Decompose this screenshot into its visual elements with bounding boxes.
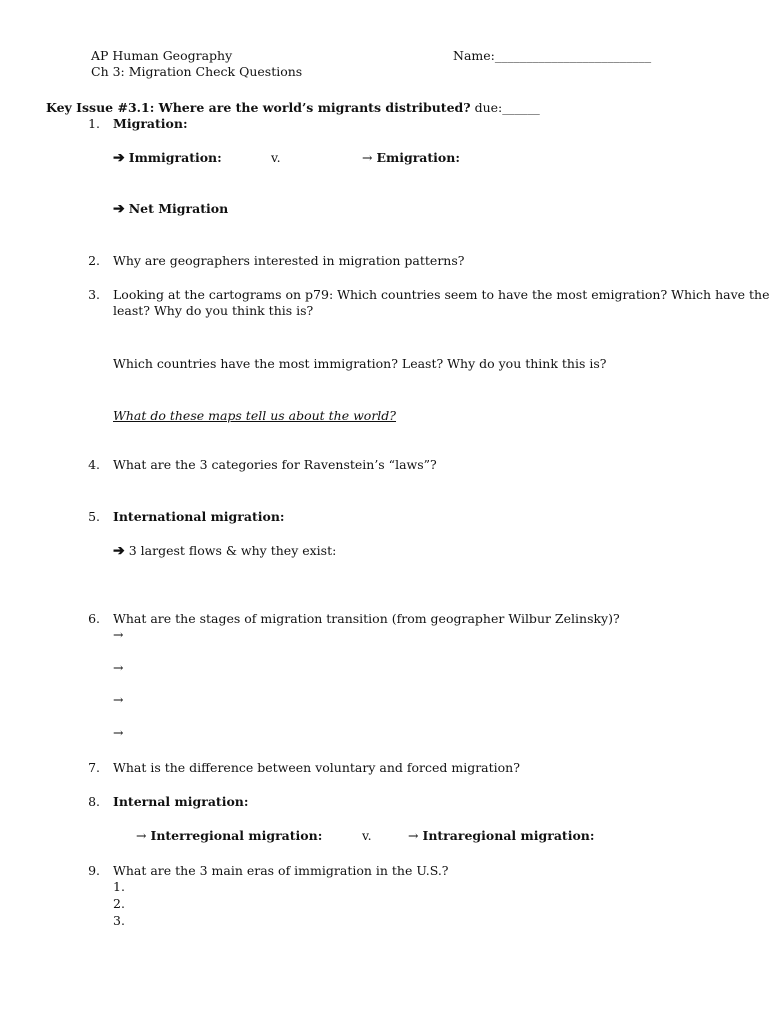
arrow-icon: → [136,828,147,843]
bold-arrow-icon: ➔ [113,150,125,166]
arrow-icon: → [113,692,124,707]
q3-sub2: What do these maps tell us about the world? [113,408,397,423]
course-title: AP Human Geography [91,48,233,63]
q9-item-1: 1. [113,879,125,894]
q4-text: What are the 3 categories for Ravenstein’s “laws”? [113,457,437,472]
emigration-label: Emigration: [376,150,460,165]
q1-number: 1. [88,116,100,131]
q6-number: 6. [88,611,100,626]
q8-number: 8. [88,794,100,809]
q5-label: International migration: [113,509,285,524]
vs-label: v. [362,828,372,843]
q5-sub-item [113,543,336,559]
arrow-icon: → [113,627,124,642]
q3-sub1: Which countries have the most immigration? Least? Why do you think this is? [113,356,607,371]
net-migration-item [113,201,228,217]
q3-line2: least? Why do you think this is? [113,303,314,318]
q7-text: What is the difference between voluntary and forced migration? [113,760,520,775]
q9-item-2: 2. [113,896,125,911]
arrow-icon: → [113,660,124,675]
interregional-label: Interregional migration: [150,828,323,843]
q5-number: 5. [88,509,100,524]
chapter-title: Ch 3: Migration Check Questions [91,64,303,79]
q4-number: 4. [88,457,100,472]
q7-number: 7. [88,760,100,775]
immigration-item [113,150,222,166]
arrow-icon: → [362,150,373,165]
q5-sub-text: 3 largest flows & why they exist: [128,543,337,558]
q9-number: 9. [88,863,100,878]
q8-label: Internal migration: [113,794,249,809]
due-field: due:______ [470,100,540,115]
interregional-item [136,828,322,844]
key-issue-title: Key Issue #3.1: Where are the world’s migrants distributed? [46,100,471,115]
immigration-label: Immigration: [128,150,222,165]
q9-item-3: 3. [113,913,125,928]
q2-number: 2. [88,253,100,268]
q3-number: 3. [88,287,100,302]
name-field: Name:_________________________ [453,48,652,63]
net-migration-label: Net Migration [128,201,229,216]
intraregional-label: Intraregional migration: [422,828,595,843]
q3-line1: Looking at the cartograms on p79: Which countries seem to have the most emigration? Which have the [113,287,770,302]
intraregional-item [408,828,594,844]
arrow-icon: → [408,828,419,843]
q9-text: What are the 3 main eras of immigration in the U.S.? [113,863,449,878]
vs-label: v. [271,150,281,165]
q1-label: Migration: [113,116,188,131]
q2-text: Why are geographers interested in migration patterns? [113,253,465,268]
emigration-item [362,150,460,166]
bold-arrow-icon: ➔ [113,201,125,217]
key-issue-heading [46,100,540,116]
bold-arrow-icon: ➔ [113,543,125,559]
q6-text: What are the stages of migration transition (from geographer Wilbur Zelinsky)? [113,611,620,626]
arrow-icon: → [113,725,124,740]
